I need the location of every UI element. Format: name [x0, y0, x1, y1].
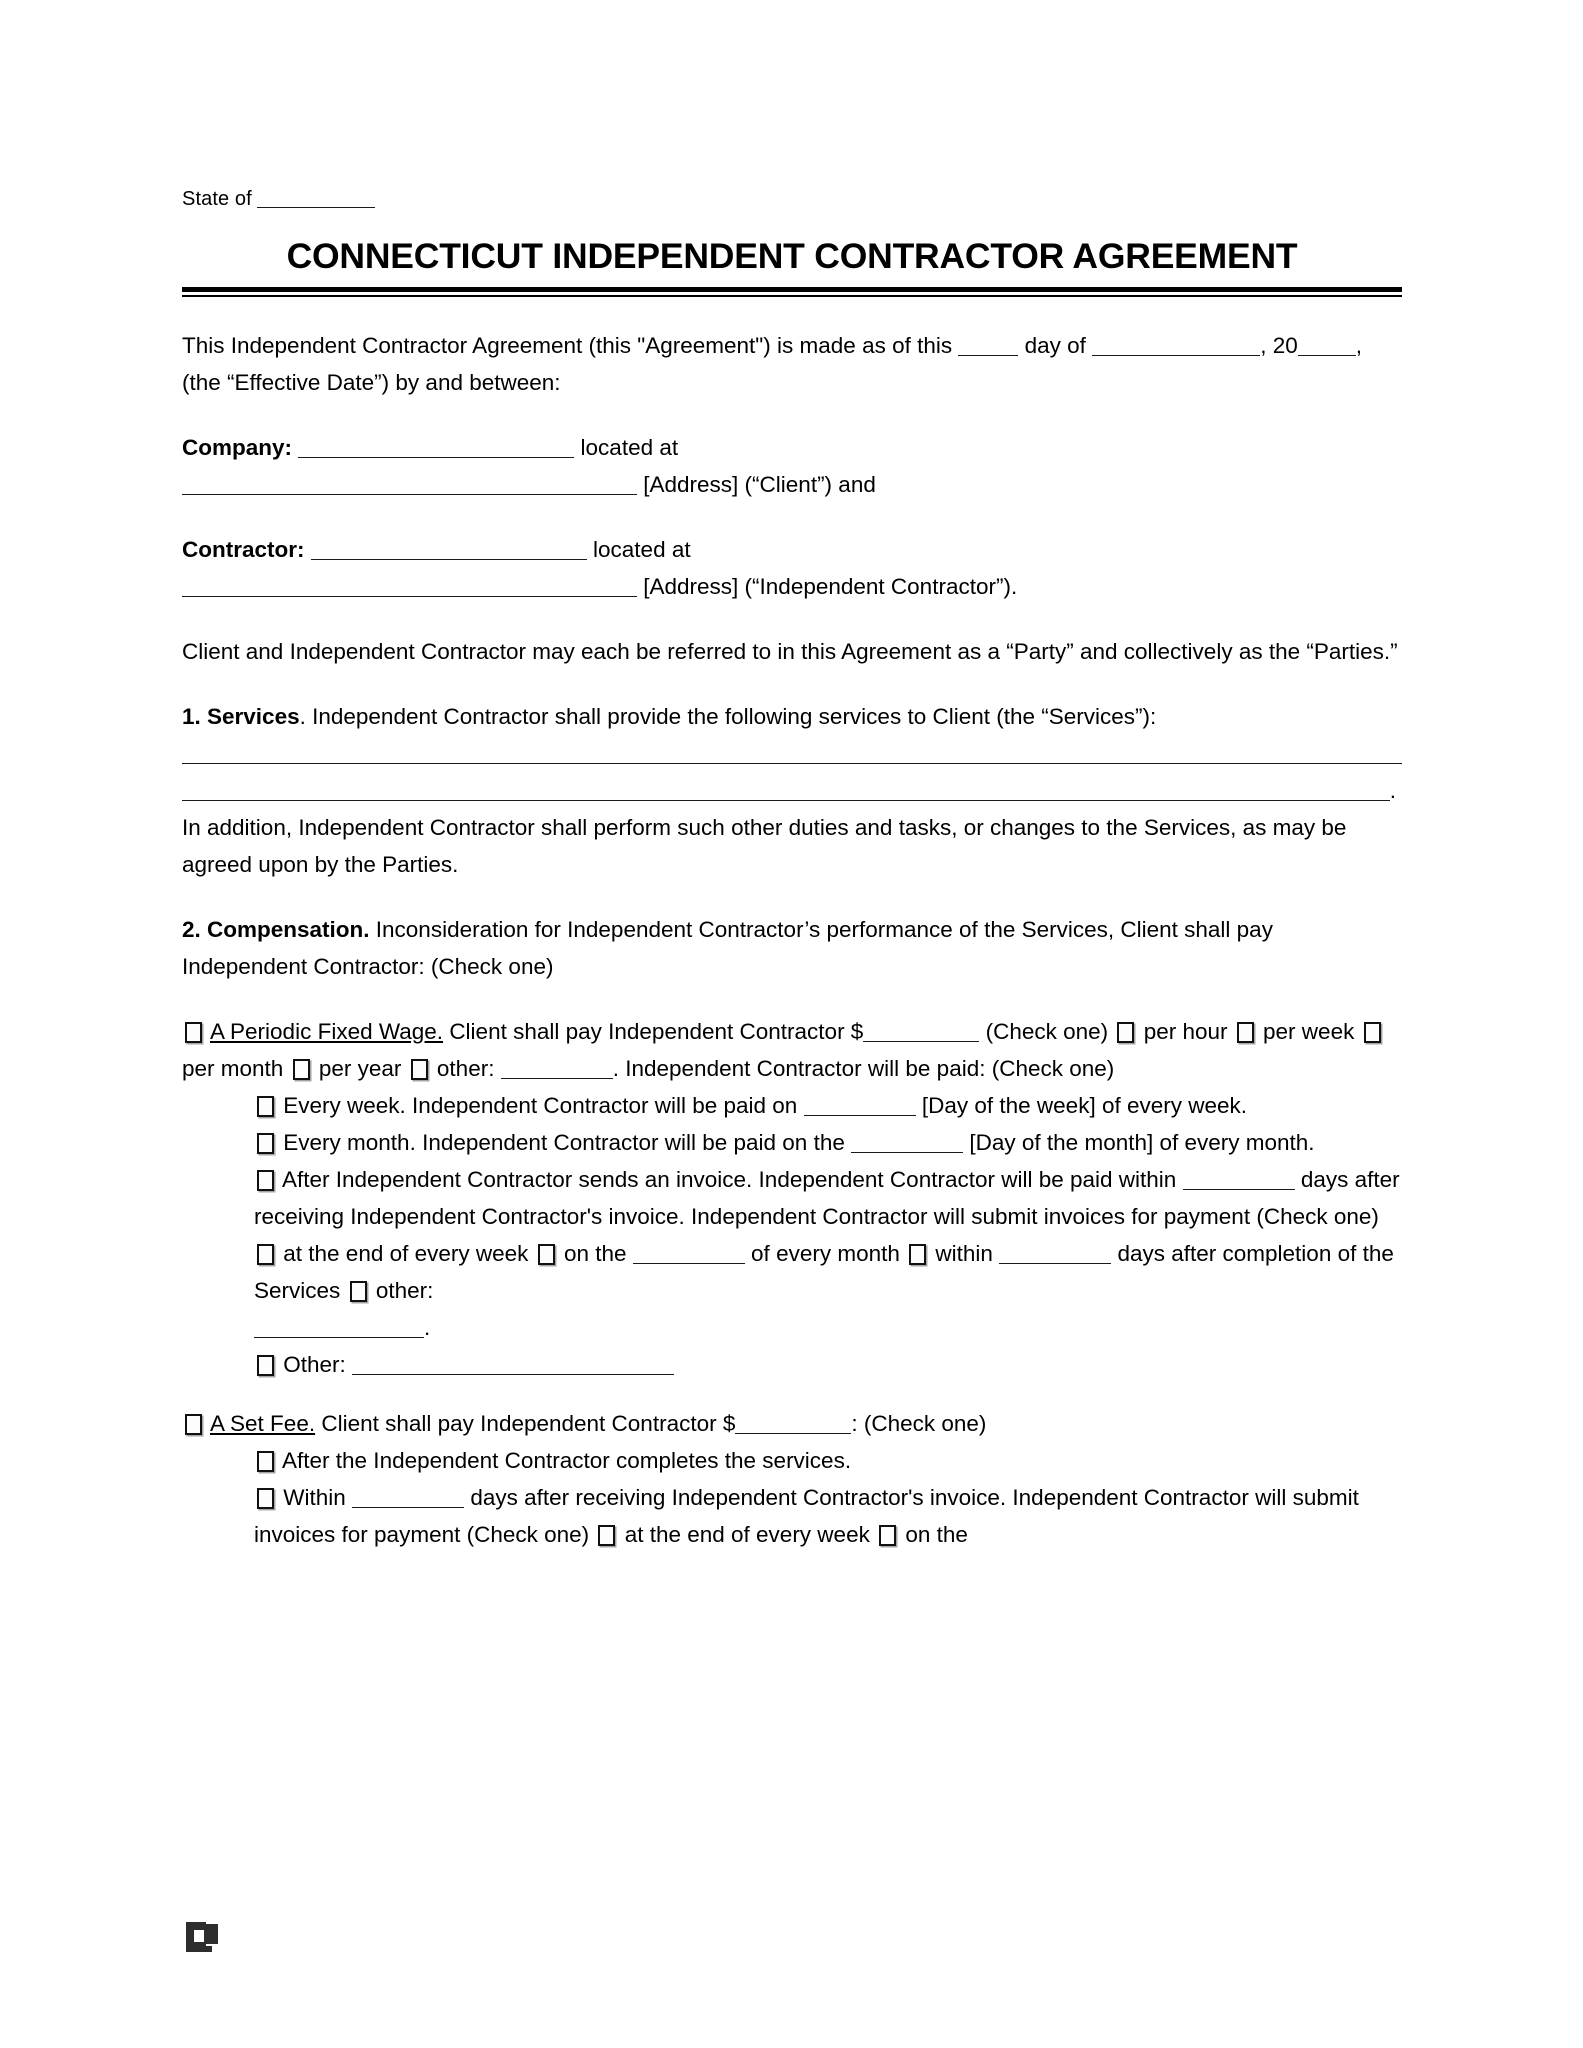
checkbox-invoice-other[interactable] [350, 1281, 367, 1302]
checkbox-invoice-end-of-week[interactable] [257, 1244, 274, 1265]
checkbox-set-fee-after-complete[interactable] [257, 1451, 274, 1472]
contractor-address-tail: [Address] (“Independent Contractor”). [643, 574, 1018, 599]
periodic-opt-year: per year [318, 1056, 402, 1081]
checkbox-invoice-on-the-month[interactable] [538, 1244, 555, 1265]
title-divider [182, 287, 1402, 297]
intro-text-d: , (the “Effective Date”) by and between: [182, 333, 1362, 395]
checkbox-set-fee-on-the[interactable] [879, 1525, 896, 1546]
periodic-opt-month: per month [182, 1056, 284, 1081]
periodic-check-one: (Check one) [985, 1019, 1109, 1044]
periodic-amount-blank[interactable] [863, 1041, 979, 1042]
checkbox-per-year[interactable] [293, 1059, 310, 1080]
state-of-line [182, 186, 1402, 212]
suboption-periodic-other [182, 1346, 1402, 1383]
page-title: CONNECTICUT INDEPENDENT CONTRACTOR AGREEMENT [286, 236, 1298, 276]
section-compensation-lead: Inconsideration for Independent Contractor’s performance of the Services, Client shall pay Independent Contractor: (Check one) [182, 917, 1273, 979]
intro-month-blank[interactable] [1092, 355, 1260, 356]
suboption-set-fee-after-complete [182, 1442, 1402, 1479]
set-fee-text-1: Client shall pay Independent Contractor $ [321, 1411, 736, 1436]
intro-year-blank[interactable] [1298, 355, 1356, 356]
state-of-label: State of [182, 188, 252, 210]
set-fee-within-a: Within [283, 1485, 346, 1510]
set-fee-opt-month: on the [905, 1522, 968, 1547]
option-set-fee [182, 1405, 1402, 1442]
checkbox-per-month[interactable] [1364, 1022, 1381, 1043]
suboption-set-fee-after-complete-text: After the Independent Contractor completes the services. [282, 1448, 852, 1473]
intro-text-a: This Independent Contractor Agreement (this "Agreement") is made as of this [182, 333, 953, 358]
periodic-tail: . Independent Contractor will be paid: (Check one) [612, 1056, 1115, 1081]
section-compensation-heading [182, 911, 1402, 985]
periodic-opt-week: per week [1263, 1019, 1355, 1044]
suboption-set-fee-within-days [182, 1479, 1402, 1553]
checkbox-per-hour[interactable] [1117, 1022, 1134, 1043]
company-address-tail: [Address] (“Client”) and [643, 472, 876, 497]
intro-paragraph [182, 327, 1402, 401]
company-address-blank[interactable] [182, 494, 637, 495]
contractor-label: Contractor: [182, 537, 305, 562]
services-period: . [1389, 778, 1397, 803]
periodic-heading: A Periodic Fixed Wage. [210, 1019, 444, 1044]
checkbox-per-week[interactable] [1237, 1022, 1254, 1043]
services-blank-line-2 [182, 772, 1402, 809]
invoice-opt-month-a: on the [563, 1241, 627, 1266]
services-closing-paragraph: In addition, Independent Contractor shall perform such other duties and tasks, or changes to the Services, as may be agreed upon by the Parties. [182, 815, 1347, 877]
contractor-block [182, 531, 1402, 605]
section-services-lead: . Independent Contractor shall provide the following services to Client (the “Services”): [299, 704, 1157, 729]
services-blank-line-1 [182, 735, 1402, 772]
set-fee-opt-week: at the end of every week [624, 1522, 870, 1547]
legaltemplates-logo-icon [182, 1918, 224, 1960]
invoice-month-day-blank[interactable] [633, 1263, 745, 1264]
suboption-periodic-other-label: Other: [283, 1352, 346, 1377]
section-services-heading [182, 698, 1402, 735]
invoice-other-blank[interactable] [254, 1337, 424, 1338]
contractor-address-blank[interactable] [182, 596, 637, 597]
suboption-every-month [182, 1124, 1402, 1161]
suboption-after-invoice-text-1: After Independent Contractor sends an invoice. Independent Contractor will be paid within [282, 1167, 1177, 1192]
checkbox-set-fee-end-of-week[interactable] [598, 1525, 615, 1546]
periodic-text-1: Client shall pay Independent Contractor $ [449, 1019, 864, 1044]
invoice-opt-week: at the end of every week [283, 1241, 529, 1266]
invoice-opt-within-a: within [935, 1241, 993, 1266]
checkbox-every-week[interactable] [257, 1096, 274, 1117]
state-blank[interactable] [257, 207, 375, 208]
checkbox-periodic-other[interactable] [257, 1355, 274, 1376]
parties-paragraph: Client and Independent Contractor may each be referred to in this Agreement as a “Party” and collectively as the “Parties.” [182, 639, 1398, 664]
company-name-blank[interactable] [298, 457, 574, 458]
checkbox-periodic-fixed-wage[interactable] [185, 1022, 202, 1043]
checkbox-invoice-within-days[interactable] [909, 1244, 926, 1265]
company-block [182, 429, 1402, 503]
suboption-every-week-tail: [Day of the week] of every week. [921, 1093, 1248, 1118]
set-fee-within-days-blank[interactable] [352, 1507, 464, 1508]
suboption-after-invoice [182, 1161, 1402, 1346]
contractor-located-label: located at [593, 537, 691, 562]
checkbox-after-invoice[interactable] [257, 1170, 274, 1191]
suboption-after-invoice-text-2: days after receiving Independent Contractor's invoice. Independent Contractor will submit invoices for payment (Check one) [254, 1167, 1400, 1229]
company-label: Company: [182, 435, 293, 460]
invoice-other-period: . [424, 1315, 431, 1340]
after-invoice-days-blank[interactable] [1183, 1189, 1295, 1190]
services-blank-1[interactable] [182, 763, 1402, 764]
every-week-day-blank[interactable] [804, 1115, 916, 1116]
intro-day-blank[interactable] [958, 355, 1018, 356]
suboption-every-week-text: Every week. Independent Contractor will be paid on [283, 1093, 798, 1118]
intro-text-c: , 20 [1260, 333, 1298, 358]
suboption-every-week [182, 1087, 1402, 1124]
intro-text-b: day of [1024, 333, 1086, 358]
set-fee-heading: A Set Fee. [210, 1411, 316, 1436]
periodic-opt-other: other: [436, 1056, 495, 1081]
checkbox-every-month[interactable] [257, 1133, 274, 1154]
document-content [182, 0, 1402, 1553]
every-month-day-blank[interactable] [851, 1152, 963, 1153]
checkbox-per-other[interactable] [411, 1059, 428, 1080]
invoice-within-days-blank[interactable] [999, 1263, 1111, 1264]
set-fee-amount-blank[interactable] [735, 1433, 851, 1434]
checkbox-set-fee[interactable] [185, 1414, 202, 1435]
periodic-other-blank[interactable] [501, 1078, 613, 1079]
invoice-opt-within-b: days after completion of the Services [254, 1241, 1394, 1303]
periodic-opt-hour: per hour [1143, 1019, 1228, 1044]
set-fee-within-b: days after receiving Independent Contractor's invoice. Independent Contractor will submit invoices for payment (Check one) [254, 1485, 1359, 1547]
suboption-every-month-text: Every month. Independent Contractor will be paid on the [283, 1130, 845, 1155]
checkbox-set-fee-within-days[interactable] [257, 1488, 274, 1509]
suboption-every-month-tail: [Day of the month] of every month. [969, 1130, 1315, 1155]
contractor-name-blank[interactable] [311, 559, 587, 560]
set-fee-text-2: : (Check one) [851, 1411, 987, 1436]
section-services-number-title: 1. Services [182, 704, 300, 729]
company-located-label: located at [580, 435, 679, 460]
invoice-opt-other: other: [375, 1278, 434, 1303]
periodic-other-long-blank[interactable] [352, 1374, 674, 1375]
invoice-opt-month-b: of every month [751, 1241, 900, 1266]
services-blank-2[interactable] [182, 800, 1390, 801]
option-periodic-fixed-wage [182, 1013, 1402, 1087]
section-compensation-number-title: 2. Compensation. [182, 917, 370, 942]
